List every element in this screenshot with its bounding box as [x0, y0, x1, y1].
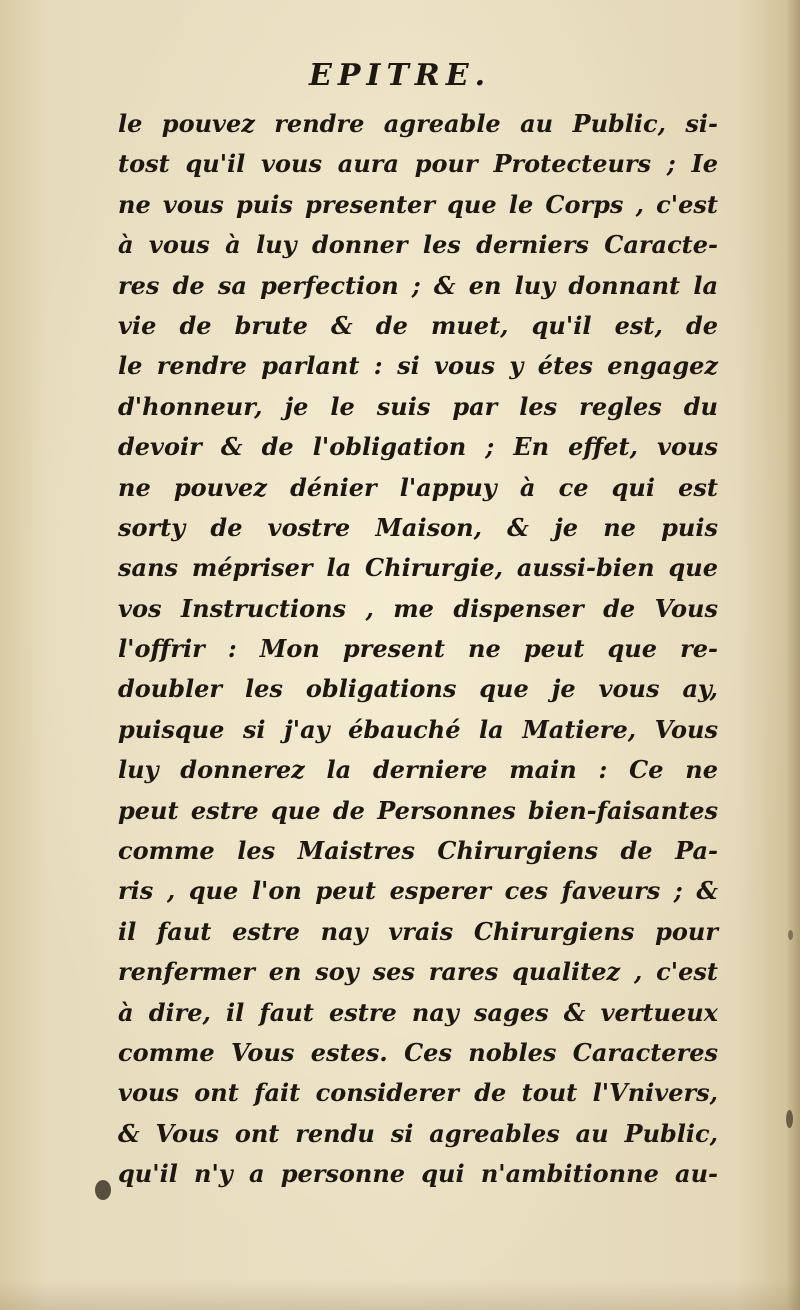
text-line: à dire, il faut estre nay sages & vertueux	[118, 997, 718, 1027]
text-line: renfermer en soy ses rares qualitez , c'est	[118, 957, 718, 987]
text-line: il faut estre nay vrais Chirurgiens pour	[118, 916, 718, 946]
ink-blot	[788, 930, 793, 940]
text-line: le rendre parlant : si vous y étes engagez	[118, 351, 718, 381]
text-line: vos Instructions , me dispenser de Vous	[118, 593, 718, 623]
text-line: ne pouvez dénier l'appuy à ce qui est	[118, 472, 718, 502]
ink-blot	[95, 1180, 111, 1200]
text-line: res de sa perfection ; & en luy donnant la	[118, 270, 718, 300]
text-line: luy donnerez la derniere main : Ce ne	[118, 755, 718, 785]
text-line: puisque si j'ay ébauché la Matiere, Vous	[118, 714, 718, 744]
text-line: devoir & de l'obligation ; En effet, vous	[118, 432, 718, 462]
text-line: comme Vous estes. Ces nobles Caracteres	[118, 1037, 718, 1067]
text-line: qu'il n'y a personne qui n'ambitionne au-	[118, 1159, 718, 1189]
text-line: ris , que l'on peut esperer ces faveurs ; &	[118, 876, 718, 906]
ink-blot	[786, 1110, 793, 1128]
text-line: vie de brute & de muet, qu'il est, de	[118, 310, 718, 340]
text-line: ne vous puis presenter que le Corps , c'est	[118, 189, 718, 219]
text-line: doubler les obligations que je vous ay,	[118, 674, 718, 704]
page-bottom-shadow	[0, 1280, 800, 1310]
text-line: le pouvez rendre agreable au Public, si-	[118, 109, 718, 138]
text-line: peut estre que de Personnes bien-faisantes	[118, 795, 718, 825]
body-text	[118, 104, 718, 1195]
text-line: sorty de vostre Maison, & je ne puis	[118, 512, 718, 542]
running-title: EPITRE.	[308, 58, 492, 93]
text-line: comme les Maistres Chirurgiens de Pa-	[118, 836, 718, 866]
text-line: à vous à luy donner les derniers Caracte-	[118, 230, 718, 260]
text-line: vous ont fait considerer de tout l'Vnivers,	[118, 1078, 718, 1108]
text-line: d'honneur, je le suis par les regles du	[118, 391, 718, 421]
text-line: sans mépriser la Chirurgie, aussi-bien que	[118, 553, 718, 583]
text-line: l'offrir : Mon present ne peut que re-	[118, 634, 718, 664]
text-line: & Vous ont rendu si agreables au Public,	[118, 1118, 718, 1148]
text-line: tost qu'il vous aura pour Protecteurs ; Ie	[118, 149, 718, 179]
